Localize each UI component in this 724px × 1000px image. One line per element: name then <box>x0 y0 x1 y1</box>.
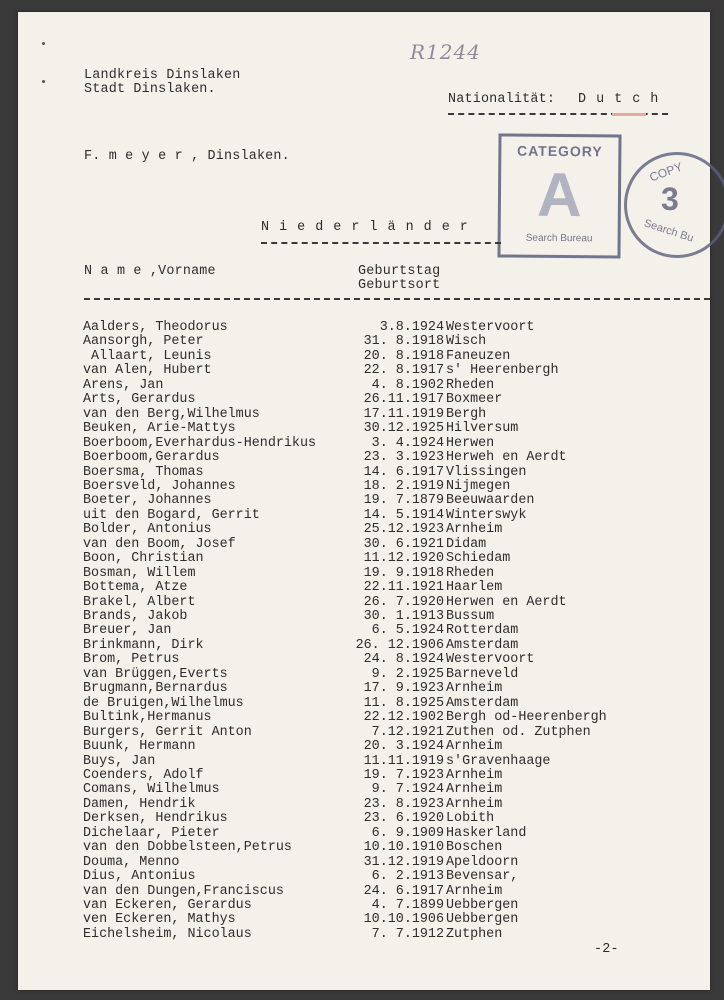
person-name: Brands, Jakob <box>83 609 188 624</box>
nationality-label: Nationalität: <box>448 92 556 107</box>
punch-mark <box>42 42 45 45</box>
table-row <box>18 840 710 854</box>
birth-date: 3.8.1924 <box>379 320 444 335</box>
birth-date: 10.10.1906 <box>363 912 444 928</box>
table-row <box>18 652 710 666</box>
table-row <box>18 754 710 768</box>
birth-date: 14. 6.1917 <box>363 464 444 480</box>
person-name: Brom, Petrus <box>83 652 180 668</box>
birth-date: 20. 3.1924 <box>363 739 444 755</box>
birth-date: 17. 9.1923 <box>363 681 444 697</box>
column-header-birthdate: Geburtstag <box>358 264 441 279</box>
person-name: Aalders, Theodorus <box>83 320 228 335</box>
table-row <box>18 392 710 406</box>
birth-date: 9. 2.1925 <box>371 666 444 682</box>
birth-place: Haskerland <box>446 825 527 841</box>
person-name: Brakel, Albert <box>83 594 196 610</box>
birth-date: 19. 9.1918 <box>363 565 444 581</box>
birth-place: Bergh od-Heerenbergh <box>446 710 607 726</box>
table-row <box>18 551 710 565</box>
birth-place: Uebbergen <box>446 912 519 928</box>
birth-date: 11. 8.1925 <box>363 695 444 711</box>
birth-date: 4. 7.1899 <box>371 898 444 913</box>
person-name: Buunk, Hermann <box>83 739 196 755</box>
birth-date: 22.11.1921 <box>363 580 444 596</box>
person-name: Arts, Gerardus <box>83 392 196 408</box>
birth-place: Zuthen od. Zutphen <box>446 724 591 740</box>
birth-place: Didam <box>446 536 487 552</box>
nationality-value: D u t c h <box>578 92 660 107</box>
birth-date: 23. 8.1923 <box>363 796 444 812</box>
person-name: Buys, Jan <box>83 753 156 769</box>
person-name: ven Eckeren, Mathys <box>83 912 236 928</box>
table-row <box>18 768 710 782</box>
birth-date: 7. 7.1912 <box>371 926 444 942</box>
birth-place: Arnheim <box>446 796 503 812</box>
table-row <box>18 826 710 840</box>
table-row <box>18 450 710 464</box>
red-highlight-mark <box>612 113 646 116</box>
birth-place: Herwen <box>446 435 495 451</box>
person-name: Aansorgh, Peter <box>83 334 204 350</box>
birth-place: Arnheim <box>446 767 503 783</box>
birth-date: 4. 8.1902 <box>371 377 444 393</box>
person-name: Dius, Antonius <box>83 869 196 885</box>
table-row <box>18 710 710 724</box>
birth-date: 11.11.1919 <box>363 753 444 769</box>
table-row <box>18 696 710 710</box>
table-row <box>18 797 710 811</box>
birth-place: Arnheim <box>446 739 503 755</box>
person-name: Dichelaar, Pieter <box>83 825 220 841</box>
birth-place: Westervoort <box>446 652 535 668</box>
table-row <box>18 623 710 637</box>
person-name: Allaart, Leunis <box>83 348 212 364</box>
person-name: Beuken, Arie-Mattys <box>83 421 236 437</box>
person-name: Bultink,Hermanus <box>83 710 212 726</box>
birth-place: Rheden <box>446 565 495 581</box>
birth-place: Schiedam <box>446 551 511 567</box>
person-name: Boersma, Thomas <box>83 464 204 480</box>
birth-place: Westervoort <box>446 320 535 335</box>
birth-date: 11.12.1920 <box>363 551 444 567</box>
person-name: Douma, Menno <box>83 854 180 870</box>
birth-date: 10.10.1910 <box>363 840 444 856</box>
category-stamp-value: A <box>536 160 583 231</box>
person-name: Breuer, Jan <box>83 623 172 639</box>
person-name: van den Dobbelsteen,Petrus <box>83 840 292 856</box>
table-row <box>18 782 710 796</box>
birth-place: Bevensar, <box>446 869 519 885</box>
person-name: van Eckeren, Gerardus <box>83 898 252 913</box>
birth-place: Nijmegen <box>446 478 511 494</box>
person-name: uit den Bogard, Gerrit <box>83 507 260 523</box>
table-row <box>18 912 710 926</box>
column-header-name: N a m e ,Vorname <box>84 264 216 279</box>
category-stamp <box>497 133 621 258</box>
birth-place: Arnheim <box>446 782 503 798</box>
birth-place: Vlissingen <box>446 464 527 480</box>
person-name: Boeter, Johannes <box>83 493 212 509</box>
page-number: -2- <box>594 942 619 957</box>
table-row <box>18 638 710 652</box>
birth-place: Wisch <box>446 334 487 350</box>
table-row <box>18 898 710 912</box>
birth-place: Beeuwaarden <box>446 493 535 509</box>
birth-place: s' Heerenbergh <box>446 363 559 379</box>
table-row <box>18 479 710 493</box>
birth-date: 31.12.1919 <box>363 854 444 870</box>
copy-stamp-label: COPY <box>647 159 685 185</box>
birth-date: 3. 4.1924 <box>371 435 444 451</box>
birth-place: Winterswyk <box>446 507 527 523</box>
birth-date: 24. 8.1924 <box>363 652 444 668</box>
table-row <box>18 320 710 334</box>
birth-place: Amsterdam <box>446 695 519 711</box>
group-title-underline <box>261 242 501 244</box>
person-name: Derksen, Hendrikus <box>83 811 228 827</box>
person-name: de Bruigen,Wilhelmus <box>83 695 244 711</box>
district-line-2: Stadt Dinslaken. <box>84 82 216 97</box>
table-row <box>18 522 710 536</box>
copy-stamp-value: 3 <box>661 181 679 217</box>
birth-place: Faneuzen <box>446 348 511 364</box>
person-name: van den Dungen,Franciscus <box>83 883 284 899</box>
table-row <box>18 421 710 435</box>
handwritten-reference: R1244 <box>410 40 481 64</box>
person-name: Bosman, Willem <box>83 565 196 581</box>
table-row <box>18 436 710 450</box>
birth-place: Arnheim <box>446 883 503 899</box>
person-name: Bottema, Atze <box>83 580 188 596</box>
birth-place: Haarlem <box>446 580 503 596</box>
birth-place: Arnheim <box>446 681 503 697</box>
punch-mark <box>42 80 45 83</box>
person-name: Boerboom,Gerardus <box>83 450 220 466</box>
table-row <box>18 537 710 551</box>
birth-date: 25.12.1923 <box>363 522 444 538</box>
category-stamp-label: CATEGORY <box>516 142 603 160</box>
birth-date: 9. 7.1924 <box>371 782 444 798</box>
category-stamp-footer: Search Bureau <box>525 232 593 245</box>
table-row <box>18 465 710 479</box>
person-name: Arens, Jan <box>83 377 164 393</box>
header-separator <box>84 298 710 300</box>
birth-date: 14. 5.1914 <box>363 507 444 523</box>
person-name: Boon, Christian <box>83 551 204 567</box>
table-row <box>18 493 710 507</box>
birth-place: Arnheim <box>446 522 503 538</box>
birth-date: 17.11.1919 <box>363 406 444 422</box>
birth-date: 22.12.1902 <box>363 710 444 726</box>
person-name: Brugmann,Bernardus <box>83 681 228 697</box>
table-row <box>18 855 710 869</box>
birth-date: 7.12.1921 <box>371 724 444 740</box>
person-name: van Brüggen,Everts <box>83 666 228 682</box>
table-row <box>18 580 710 594</box>
person-name: Comans, Wilhelmus <box>83 782 220 798</box>
table-row <box>18 811 710 825</box>
birth-date: 6. 2.1913 <box>371 869 444 885</box>
birth-place: Zutphen <box>446 926 503 942</box>
birth-place: Boschen <box>446 840 503 856</box>
birth-date: 30. 1.1913 <box>363 609 444 624</box>
table-row <box>18 334 710 348</box>
birth-date: 6. 9.1909 <box>371 825 444 841</box>
table-row <box>18 869 710 883</box>
birth-place: Uebbergen <box>446 898 519 913</box>
birth-place: Lobith <box>446 811 495 827</box>
birth-place: Bussum <box>446 609 495 624</box>
birth-date: 19. 7.1879 <box>363 493 444 509</box>
table-row <box>18 609 710 623</box>
person-name: van Alen, Hubert <box>83 363 212 379</box>
table-row <box>18 407 710 421</box>
birth-date: 30.12.1925 <box>363 421 444 437</box>
birth-place: Herweh en Aerdt <box>446 450 567 466</box>
birth-date: 30. 6.1921 <box>363 536 444 552</box>
birth-date: 18. 2.1919 <box>363 478 444 494</box>
birth-place: Rheden <box>446 377 495 393</box>
table-row <box>18 566 710 580</box>
table-row <box>18 378 710 392</box>
birth-date: 6. 5.1924 <box>371 623 444 639</box>
table-row <box>18 667 710 681</box>
copy-stamp <box>624 152 724 258</box>
table-row <box>18 595 710 609</box>
birth-date: 31. 8.1918 <box>363 334 444 350</box>
table-row <box>18 884 710 898</box>
person-name: Boerboom,Everhardus-Hendrikus <box>83 435 317 451</box>
person-name: Damen, Hendrik <box>83 796 196 812</box>
birth-date: 26.11.1917 <box>363 392 444 408</box>
person-name: Burgers, Gerrit Anton <box>83 724 252 740</box>
birth-place: Herwen en Aerdt <box>446 594 567 610</box>
person-name: Eichelsheim, Nicolaus <box>83 926 252 942</box>
birth-place: Boxmeer <box>446 392 503 408</box>
birth-date: 23. 6.1920 <box>363 811 444 827</box>
birth-place: Bergh <box>446 406 487 422</box>
table-row <box>18 508 710 522</box>
birth-date: 22. 8.1917 <box>363 363 444 379</box>
birth-place: Amsterdam <box>446 637 519 653</box>
table-row <box>18 349 710 363</box>
table-row <box>18 927 710 941</box>
column-header-birthplace: Geburtsort <box>358 278 441 293</box>
table-row <box>18 739 710 753</box>
document-page <box>18 12 710 990</box>
birth-place: Barneveld <box>446 666 519 682</box>
birth-place: Hilversum <box>446 421 519 437</box>
table-row <box>18 363 710 377</box>
person-name: Coenders, Adolf <box>83 767 204 783</box>
table-row <box>18 681 710 695</box>
birth-date: 20. 8.1918 <box>363 348 444 364</box>
birth-date: 24. 6.1917 <box>363 883 444 899</box>
birth-date: 26. 7.1920 <box>363 594 444 610</box>
person-name: van den Berg,Wilhelmus <box>83 406 260 422</box>
copy-stamp-footer: Search Bu <box>642 217 695 245</box>
birth-date: 19. 7.1923 <box>363 767 444 783</box>
person-name: Bolder, Antonius <box>83 522 212 538</box>
author-line: F. m e y e r , Dinslaken. <box>84 149 290 164</box>
birth-place: s'Gravenhaage <box>446 753 551 769</box>
person-name: Boersveld, Johannes <box>83 478 236 494</box>
table-row <box>18 725 710 739</box>
birth-date: 23. 3.1923 <box>363 450 444 466</box>
person-name: van den Boom, Josef <box>83 536 236 552</box>
district-line-1: Landkreis Dinslaken <box>84 68 241 83</box>
birth-date: 26. 12.1906 <box>355 637 444 653</box>
birth-place: Apeldoorn <box>446 854 519 870</box>
group-title: N i e d e r l ä n d e r <box>261 220 469 235</box>
birth-place: Rotterdam <box>446 623 519 639</box>
person-name: Brinkmann, Dirk <box>83 637 204 653</box>
